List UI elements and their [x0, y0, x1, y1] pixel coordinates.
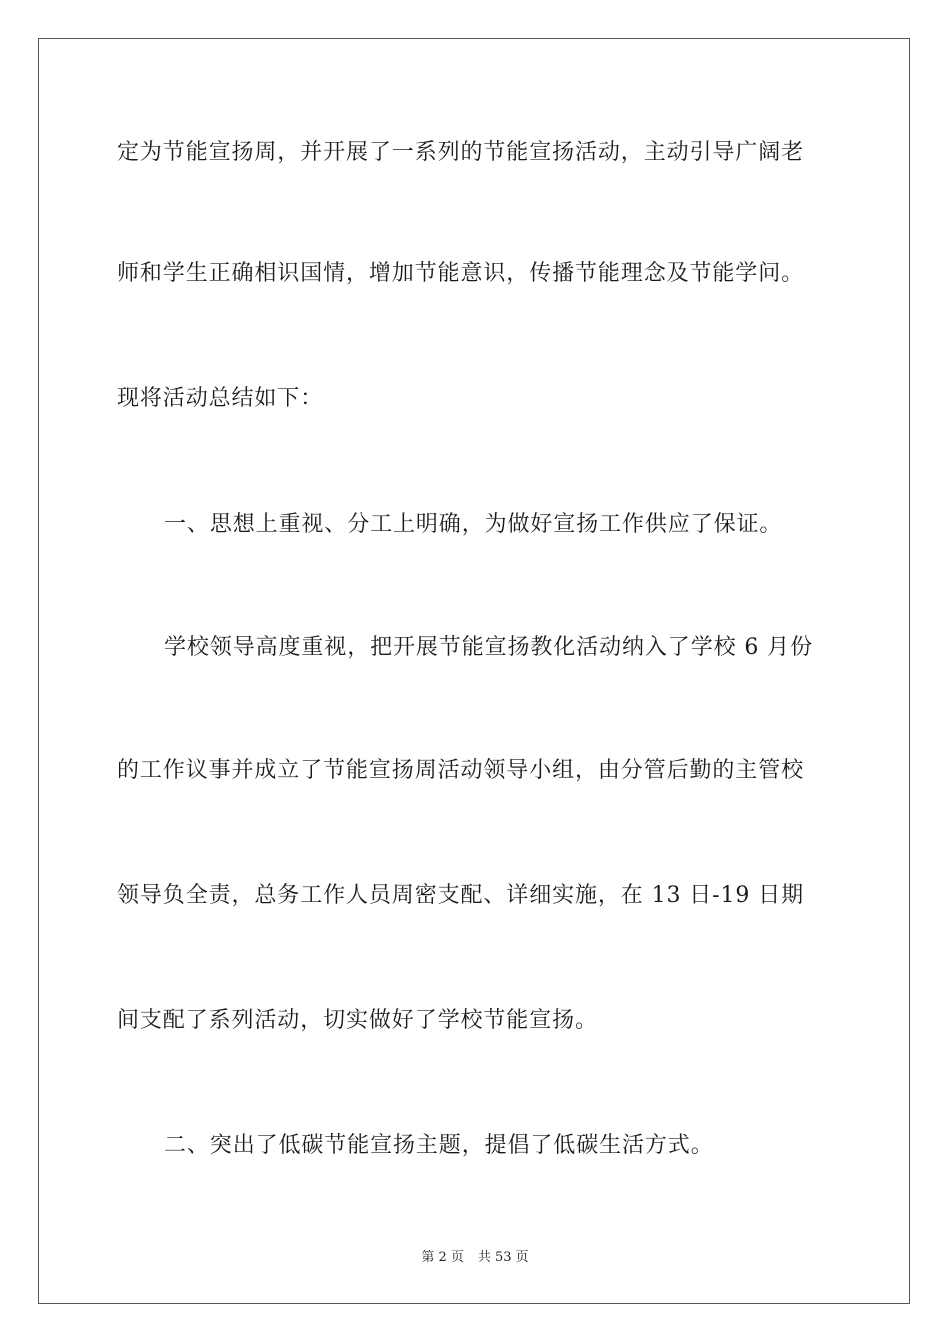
body-text-line: 现将活动总结如下：	[117, 386, 324, 411]
body-text-line: 领导负全责，总务工作人员周密支配、详细实施，在 13 日-19 日期	[117, 883, 805, 908]
body-text-line: 学校领导高度重视，把开展节能宣扬教化活动纳入了学校 6 月份	[164, 635, 813, 660]
page-total: 共 53 页	[477, 1250, 529, 1265]
body-text-line: 间支配了系列活动，切实做好了学校节能宣扬。	[117, 1008, 598, 1033]
page-border	[38, 38, 910, 1304]
body-text-line: 定为节能宣扬周，并开展了一系列的节能宣扬活动，主动引导广阔老	[117, 140, 805, 165]
section-heading: 二、突出了低碳节能宣扬主题，提倡了低碳生活方式。	[164, 1133, 714, 1158]
section-heading: 一、思想上重视、分工上明确，为做好宣扬工作供应了保证。	[164, 512, 783, 537]
page-number: 第 2 页	[421, 1250, 464, 1265]
body-text-line: 的工作议事并成立了节能宣扬周活动领导小组，由分管后勤的主管校	[117, 758, 805, 783]
body-text-line: 师和学生正确相识国情，增加节能意识，传播节能理念及节能学问。	[117, 261, 805, 286]
page-footer	[0, 1246, 950, 1265]
